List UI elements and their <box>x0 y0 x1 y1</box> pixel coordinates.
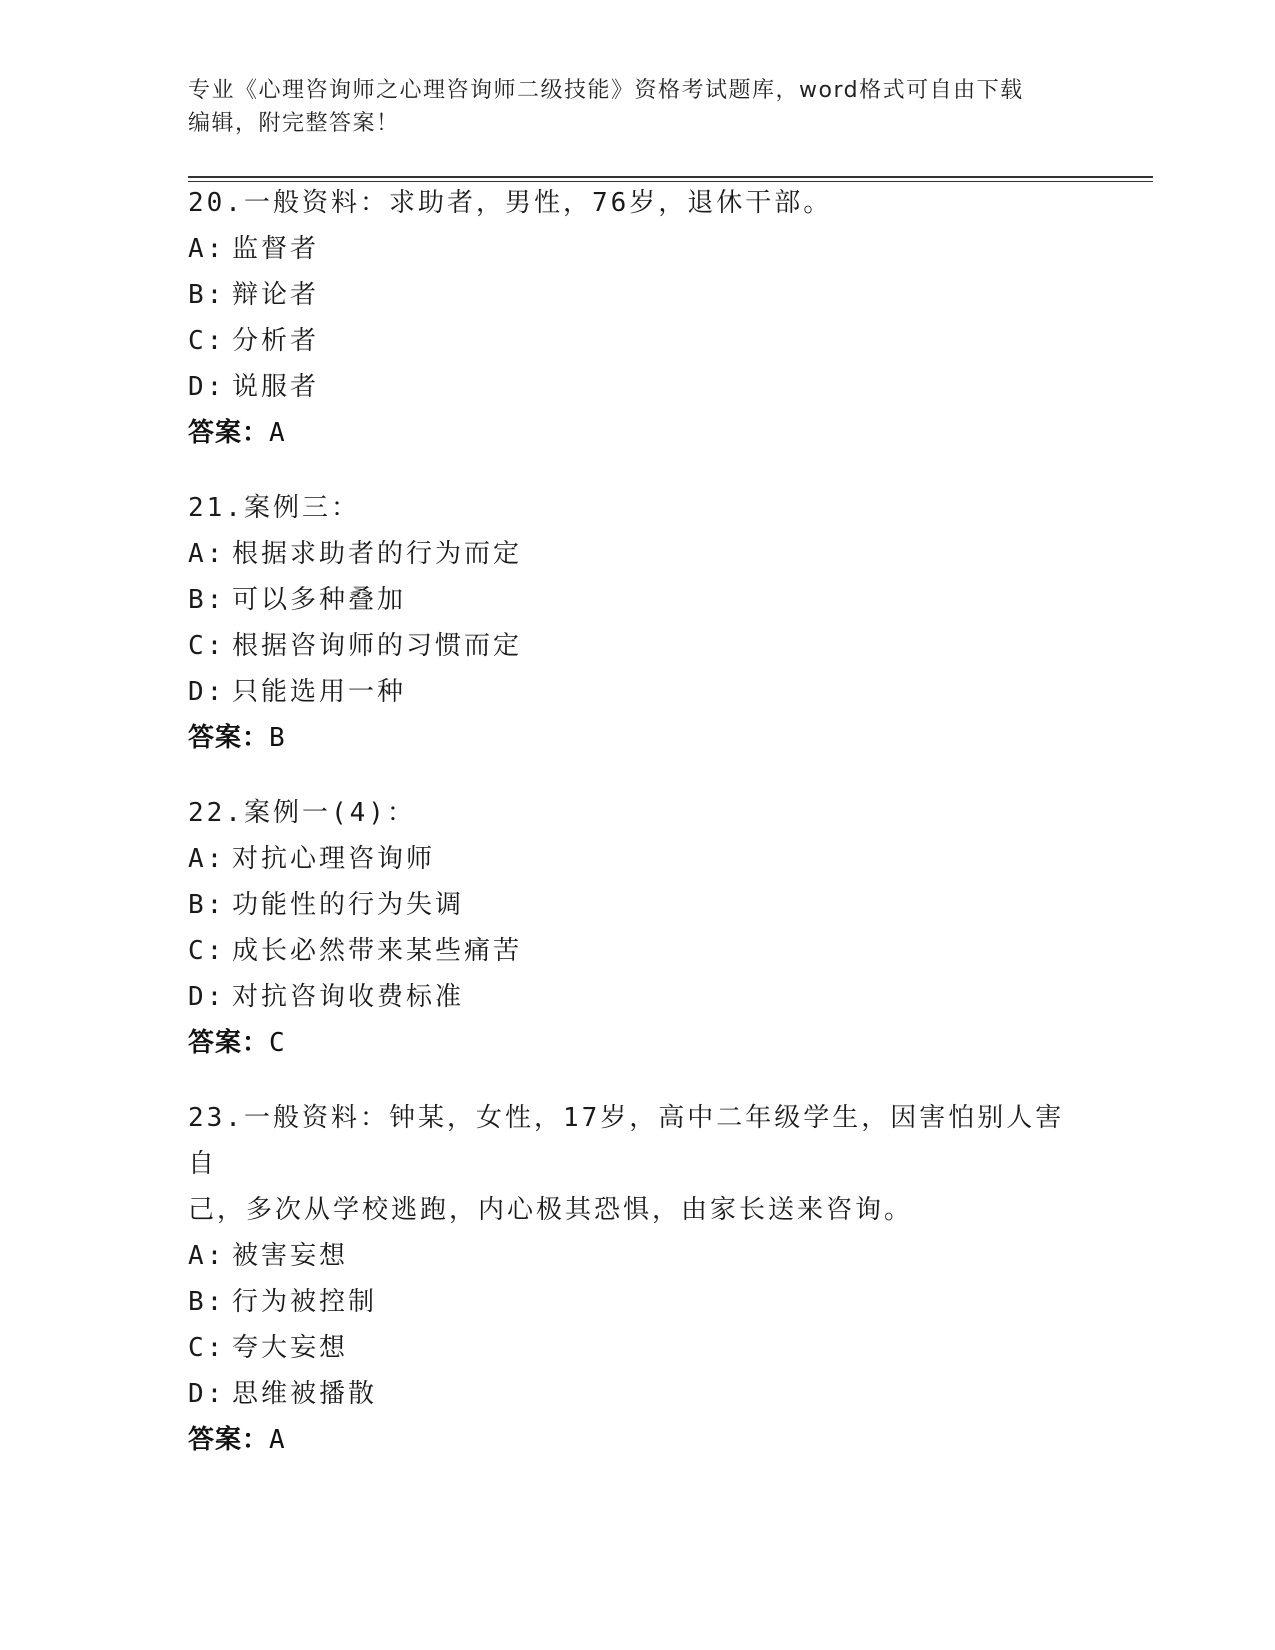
answer-line <box>188 1020 1088 1066</box>
option-text: 只能选用一种 <box>232 677 407 707</box>
option-b <box>188 577 1088 623</box>
question-stem: 21.案例三： <box>188 493 360 523</box>
option-text: 对抗咨询收费标准 <box>232 982 465 1012</box>
option-text: 功能性的行为失调 <box>232 890 465 920</box>
option-letter: A: <box>188 234 226 264</box>
answer-label: 答案： <box>188 418 270 448</box>
option-text: 夸大妄想 <box>232 1333 349 1363</box>
option-c <box>188 928 1088 974</box>
option-a <box>188 226 1088 272</box>
question-stem: 22.案例一(4)： <box>188 798 416 828</box>
answer-line <box>188 410 1088 456</box>
answer-value: B <box>269 723 286 753</box>
document-header <box>188 74 1088 140</box>
option-letter: C: <box>188 326 226 356</box>
option-text: 分析者 <box>232 326 320 356</box>
option-c <box>188 318 1088 364</box>
question-20 <box>188 180 1088 456</box>
option-letter: C: <box>188 1333 226 1363</box>
option-b <box>188 272 1088 318</box>
option-text: 成长必然带来某些痛苦 <box>232 936 523 966</box>
question-21 <box>188 485 1088 761</box>
option-text: 可以多种叠加 <box>232 585 407 615</box>
option-a <box>188 1233 1088 1279</box>
option-a <box>188 836 1088 882</box>
option-d <box>188 1371 1088 1417</box>
answer-label: 答案： <box>188 1425 270 1455</box>
option-letter: C: <box>188 936 226 966</box>
question-stem-continued: 己，多次从学校逃跑，内心极其恐惧，由家长送来咨询。 <box>188 1195 914 1225</box>
option-a <box>188 531 1088 577</box>
option-text: 行为被控制 <box>232 1287 378 1317</box>
option-letter: D: <box>188 1379 226 1409</box>
option-letter: B: <box>188 890 226 920</box>
answer-label: 答案： <box>188 723 270 753</box>
option-c <box>188 623 1088 669</box>
option-text: 说服者 <box>232 372 320 402</box>
option-letter: A: <box>188 844 226 874</box>
option-letter: D: <box>188 372 226 402</box>
option-d <box>188 974 1088 1020</box>
option-letter: D: <box>188 982 226 1012</box>
option-b <box>188 1279 1088 1325</box>
answer-value: C <box>269 1028 286 1058</box>
option-text: 对抗心理咨询师 <box>232 844 436 874</box>
option-text: 思维被播散 <box>232 1379 378 1409</box>
answer-label: 答案： <box>188 1028 270 1058</box>
answer-line <box>188 715 1088 761</box>
header-line-2: 编辑，附完整答案！ <box>188 111 400 136</box>
question-22 <box>188 790 1088 1066</box>
option-letter: B: <box>188 280 226 310</box>
option-letter: A: <box>188 1241 226 1271</box>
option-d <box>188 364 1088 410</box>
answer-value: A <box>269 418 286 448</box>
option-text: 监督者 <box>232 234 320 264</box>
option-text: 辩论者 <box>232 280 320 310</box>
option-c <box>188 1325 1088 1371</box>
option-text: 根据求助者的行为而定 <box>232 539 523 569</box>
option-d <box>188 669 1088 715</box>
header-divider-thick <box>188 176 1153 178</box>
answer-line <box>188 1417 1088 1463</box>
option-letter: A: <box>188 539 226 569</box>
option-letter: B: <box>188 585 226 615</box>
question-23 <box>188 1095 1088 1463</box>
option-letter: B: <box>188 1287 226 1317</box>
option-text: 根据咨询师的习惯而定 <box>232 631 523 661</box>
option-b <box>188 882 1088 928</box>
option-letter: D: <box>188 677 226 707</box>
option-text: 被害妄想 <box>232 1241 349 1271</box>
header-line-1: 专业《心理咨询师之心理咨询师二级技能》资格考试题库，word格式可自由下载 <box>188 78 1024 103</box>
question-stem: 23.一般资料：钟某，女性，17岁，高中二年级学生，因害怕别人害自 <box>188 1103 1065 1179</box>
answer-value: A <box>269 1425 286 1455</box>
question-stem: 20.一般资料：求助者，男性，76岁，退休干部。 <box>188 188 833 218</box>
option-letter: C: <box>188 631 226 661</box>
